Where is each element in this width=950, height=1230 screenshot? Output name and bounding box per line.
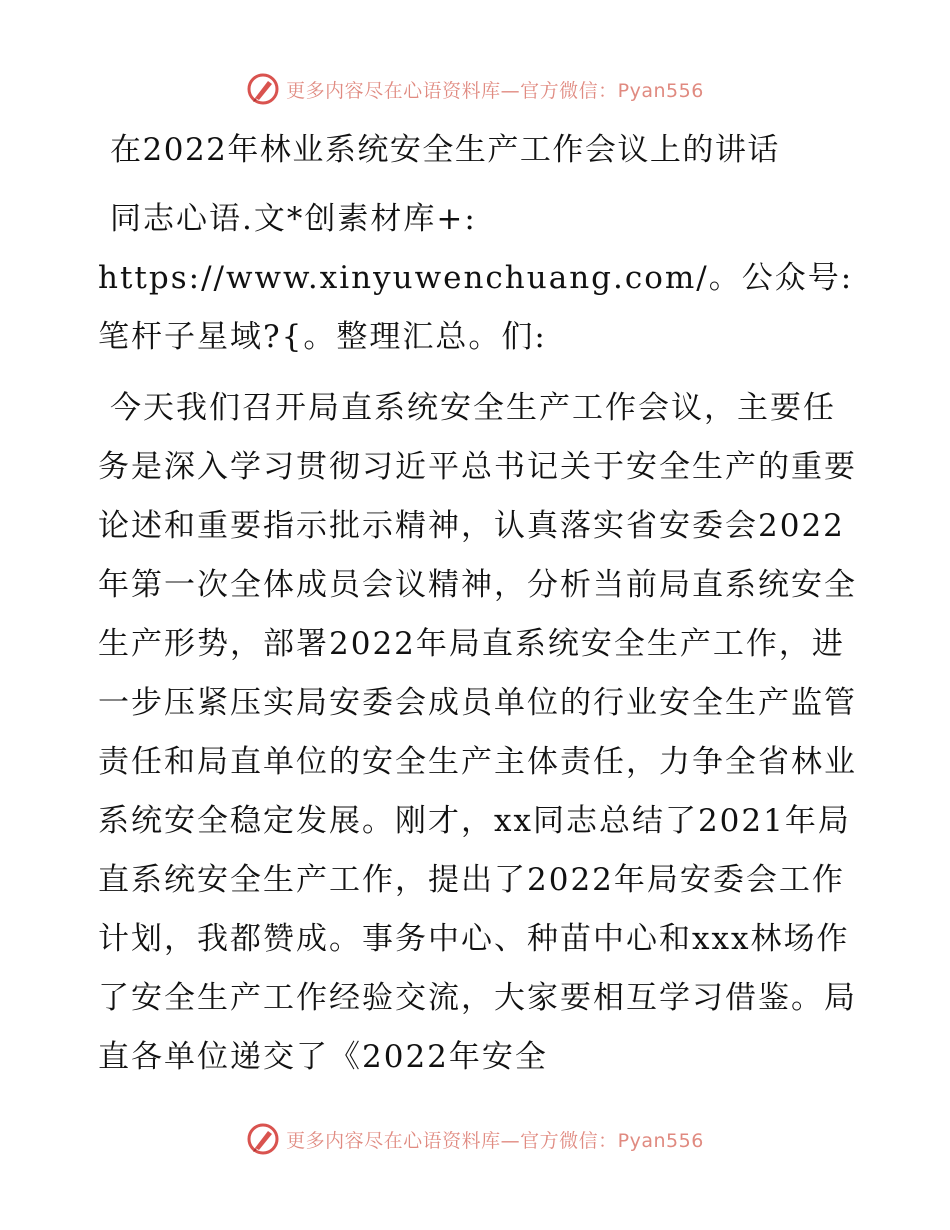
watermark-text: 更多内容尽在心语资料库—官方微信：Pyan556	[286, 1129, 704, 1152]
watermark-text: 更多内容尽在心语资料库—官方微信：Pyan556	[286, 79, 704, 102]
header-watermark	[0, 72, 950, 106]
document-body	[98, 118, 858, 1087]
pen-logo-icon	[246, 72, 280, 106]
document-title: 在2022年林业系统安全生产工作会议上的讲话	[110, 132, 780, 168]
body-text: 今天我们召开局直系统安全生产工作会议，主要任务是深入学习贯彻习近平总书记关于安全生产的重要论述和重要指示批示精神，认真落实省安委会2022年第一次全体成员会议精神，分析当前局直系统安全生产形势，部署2022年局直系统安全生产工作，进一步压紧压实局安委会成员单位的行业安全生产监管责任和局直单位的安全生产主体责任，力争全省林业系统安全稳定发展。刚才，xx同志总结了2021年局直系统安全生产工作，提出了2022年局安委会工作计划，我都赞成。事务中心、种苗中心和xxx林场作了安全生产工作经验交流，大家要相互学习借鉴。局直各单位递交了《2022年安全	[98, 390, 857, 1075]
greeting-paragraph	[98, 190, 858, 367]
greeting-text: 同志心语.文*创素材库+: https://www.xinyuwenchuang.com/。公众号: 笔杆子星域?{。整理汇总。们:	[98, 201, 854, 355]
pen-logo-icon	[246, 1122, 280, 1156]
body-paragraph	[98, 379, 858, 1087]
footer-watermark	[0, 1122, 950, 1156]
